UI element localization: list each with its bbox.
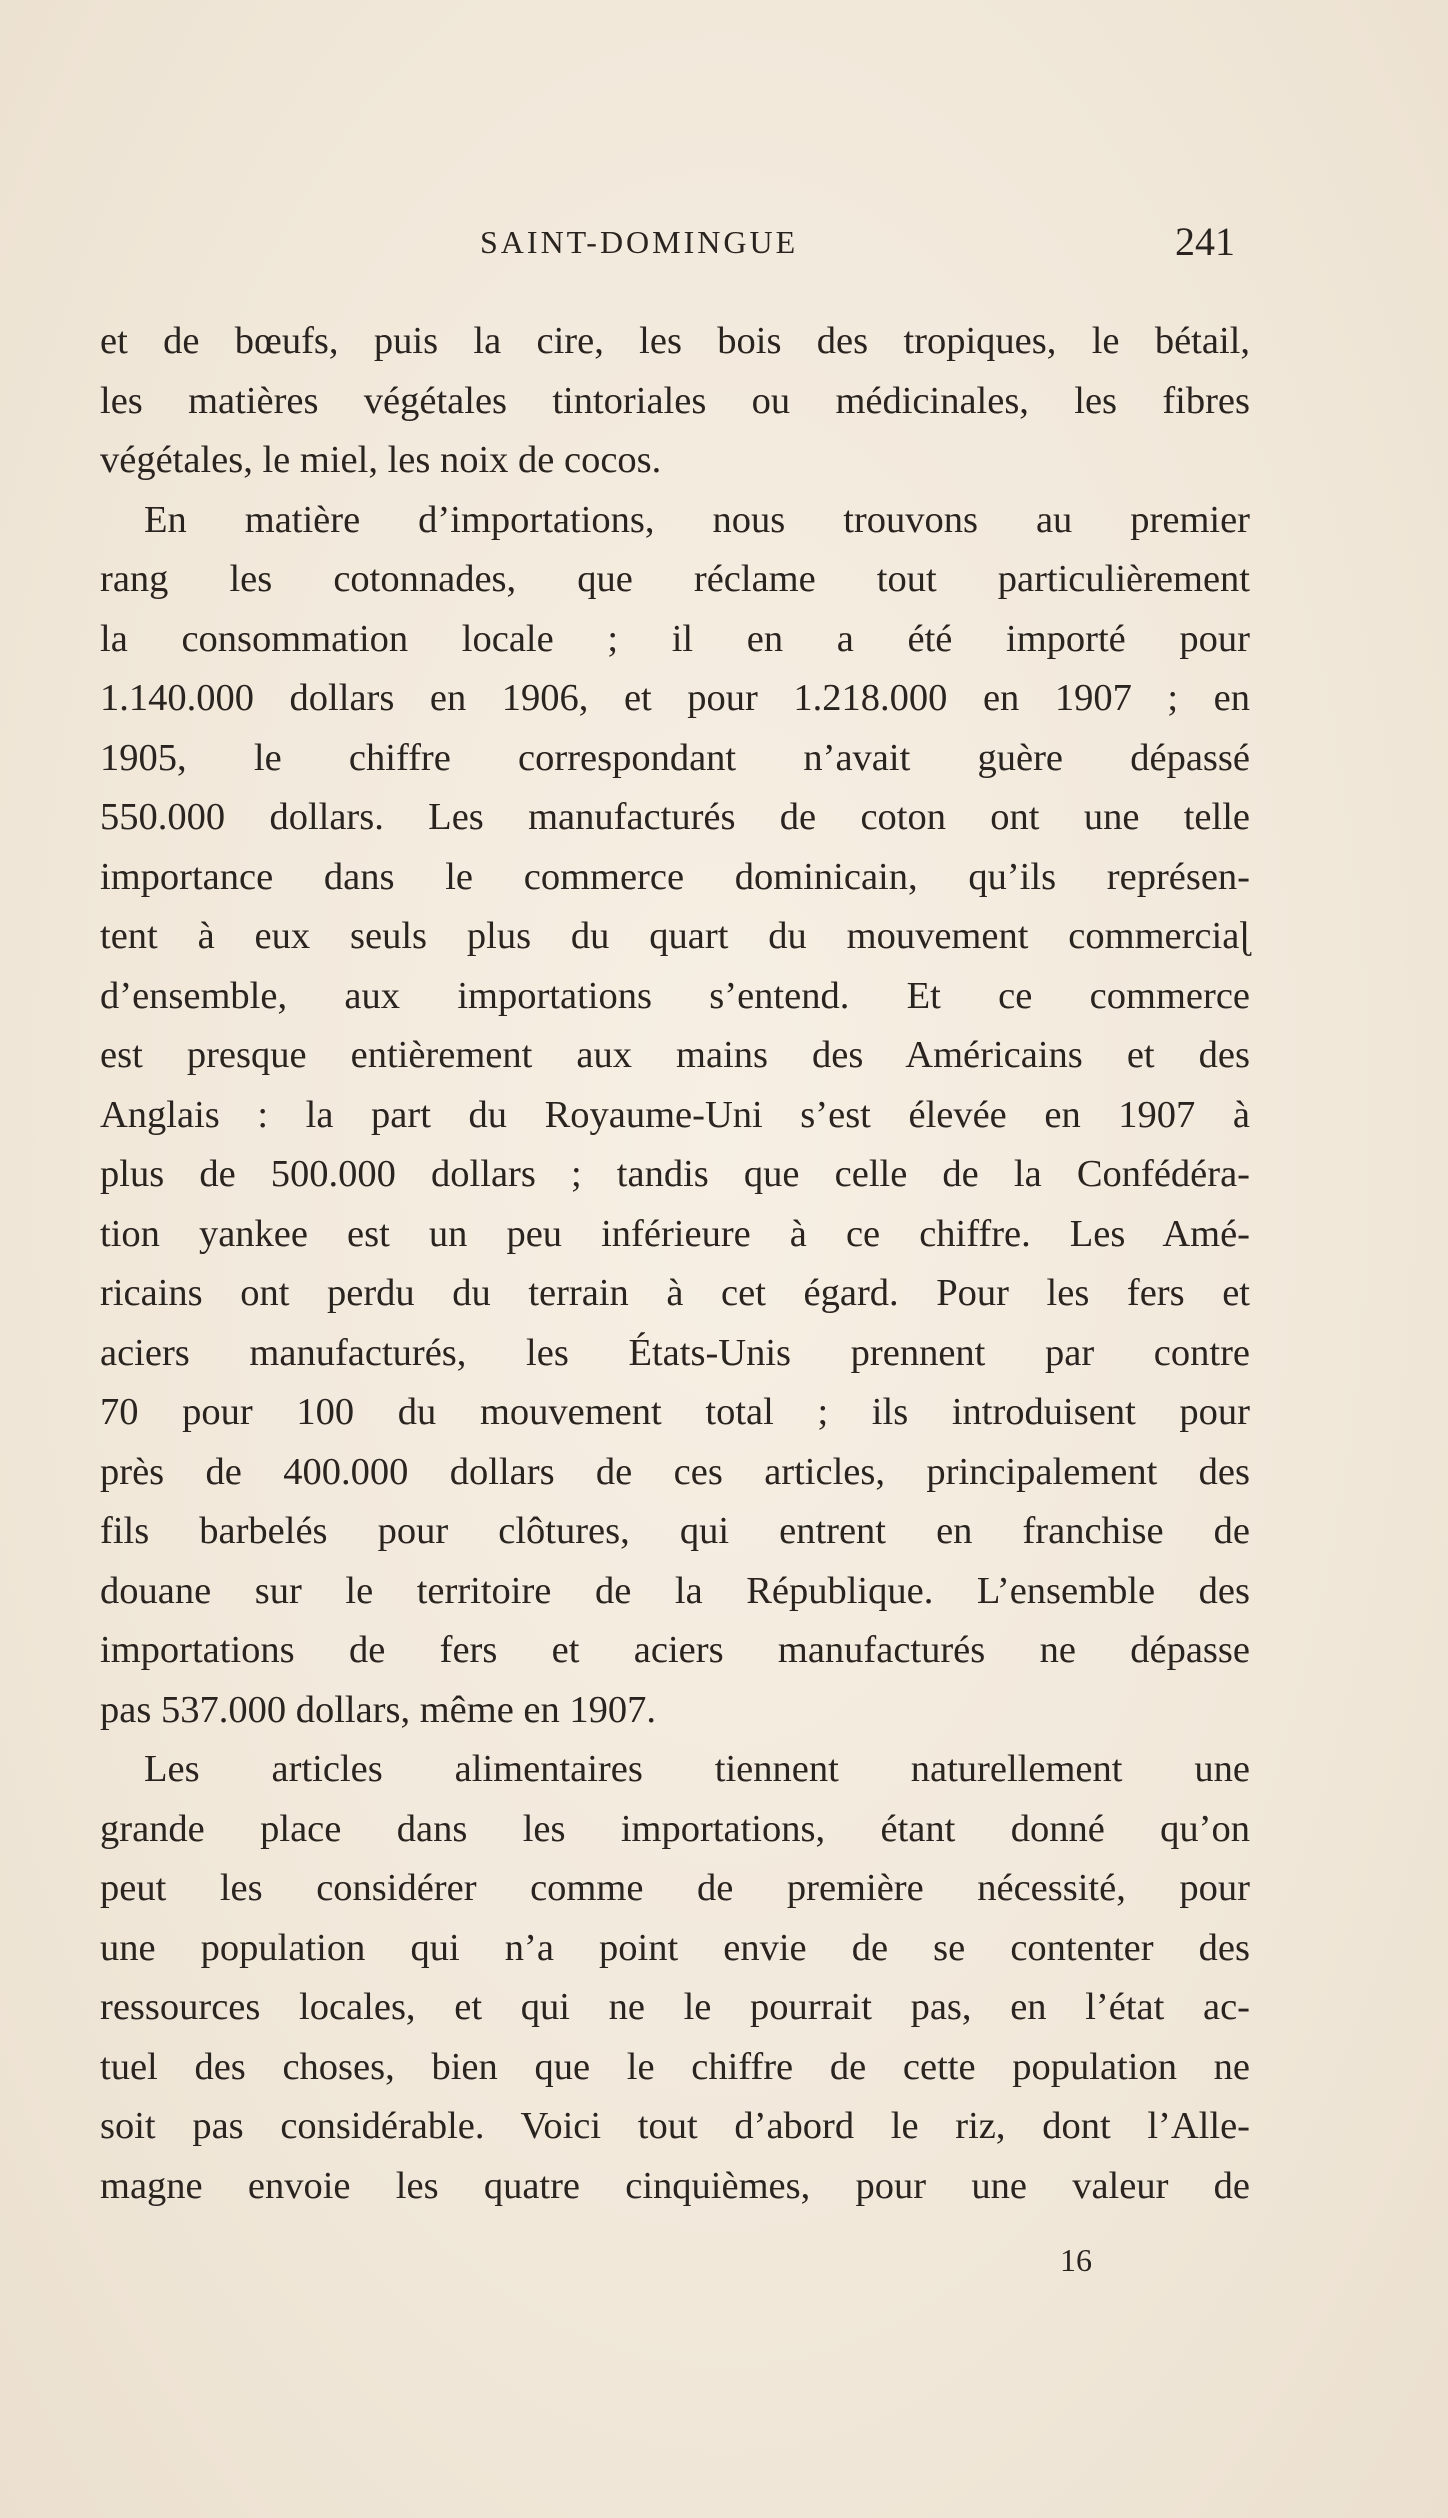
body-text <box>100 312 1250 2216</box>
text-line: rang les cotonnades, que réclame tout particulièrement <box>100 558 1250 600</box>
text-line: En matière d’importations, nous trouvons au premier <box>144 498 1250 541</box>
text-line: Anglais : la part du Royaume-Uni s’est élevée en 1907 à <box>100 1093 1250 1136</box>
text-line: peut les considérer comme de première nécessité, pour <box>100 1867 1250 1909</box>
text-line: est presque entièrement aux mains des Américains et des <box>100 1034 1250 1076</box>
text-line: Les articles alimentaires tiennent naturellement une <box>144 1748 1250 1790</box>
text-line: importance dans le commerce dominicain, qu’ils représen- <box>100 855 1250 898</box>
text-line: douane sur le territoire de la République. L’ensemble des <box>100 1569 1250 1612</box>
text-line: tion yankee est un peu inférieure à ce chiffre. Les Amé- <box>100 1212 1250 1255</box>
text-line: tuel des choses, bien que le chiffre de cette population ne <box>100 2045 1250 2088</box>
text-line: d’ensemble, aux importations s’entend. Et ce commerce <box>100 974 1250 1017</box>
text-line: 1905, le chiffre correspondant n’avait guère dépassé <box>100 736 1250 779</box>
text-line: ricains ont perdu du terrain à cet égard. Pour les fers et <box>100 1272 1250 1314</box>
text-line: végétales, le miel, les noix de cocos. <box>100 439 662 481</box>
text-line: grande place dans les importations, étant donné qu’on <box>100 1807 1250 1850</box>
page-header <box>100 216 1235 276</box>
text-line: pas 537.000 dollars, même en 1907. <box>100 1688 657 1731</box>
page-number: 241 <box>1175 219 1235 264</box>
text-line: la consommation locale ; il en a été importé pour <box>100 617 1250 660</box>
text-line: fils barbelés pour clôtures, qui entrent en franchise de <box>100 1510 1250 1552</box>
text-line: les matières végétales tintoriales ou médicinales, les fibres <box>100 379 1250 422</box>
text-line: 1.140.000 dollars en 1906, et pour 1.218.000 en 1907 ; en <box>100 677 1250 719</box>
text-line: tent à eux seuls plus du quart du mouvement commerciaɭ <box>100 915 1250 957</box>
text-line: aciers manufacturés, les États-Unis prennent par contre <box>100 1331 1250 1374</box>
running-title: SAINT-DOMINGUE <box>480 224 799 260</box>
text-line: plus de 500.000 dollars ; tandis que celle de la Confédéra- <box>100 1153 1250 1195</box>
text-line: 550.000 dollars. Les manufacturés de coton ont une telle <box>100 796 1250 838</box>
text-line: près de 400.000 dollars de ces articles, principalement des <box>100 1450 1250 1493</box>
text-line: et de bœufs, puis la cire, les bois des tropiques, le bétail, <box>100 320 1250 362</box>
text-line: importations de fers et aciers manufacturés ne dépasse <box>100 1629 1250 1671</box>
text-line: magne envoie les quatre cinquièmes, pour une valeur de <box>100 2164 1250 2207</box>
signature-mark: 16 <box>1060 2242 1092 2278</box>
text-line: une population qui n’a point envie de se contenter des <box>100 1926 1250 1969</box>
text-line: 70 pour 100 du mouvement total ; ils introduisent pour <box>100 1391 1250 1433</box>
text-line: ressources locales, et qui ne le pourrait pas, en l’état ac- <box>100 1986 1250 2028</box>
text-line: soit pas considérable. Voici tout d’abord le riz, dont l’Alle- <box>100 2105 1250 2147</box>
